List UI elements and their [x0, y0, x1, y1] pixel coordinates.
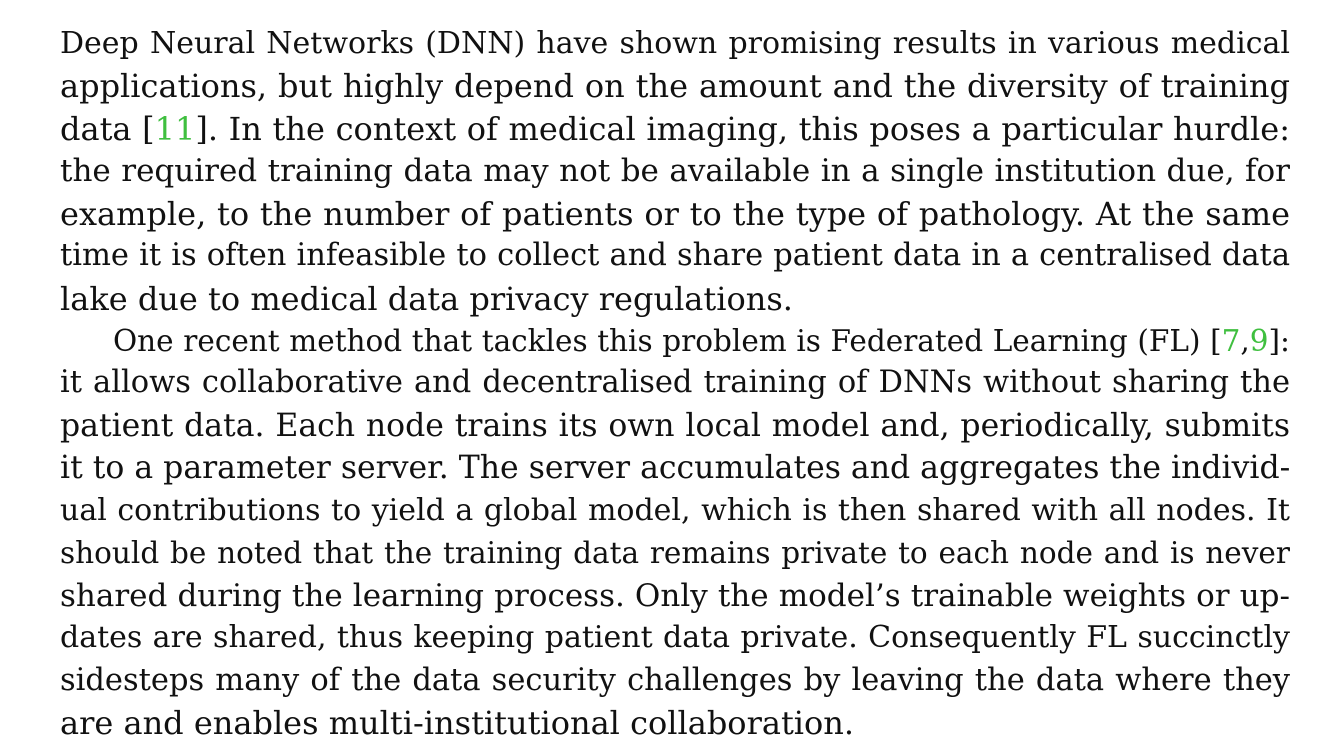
text-run: shared during the learning process. Only the model’s trainable weights or up- [60, 578, 1290, 614]
paragraph-2-line-5 [60, 490, 1290, 532]
citation-link-11[interactable]: 11 [154, 110, 196, 148]
text-run: lake due to medical data privacy regulations. [60, 280, 793, 318]
text-run: it to a parameter server. The server accumulates and aggregates the individ- [60, 450, 1291, 486]
text-run: time it is often infeasible to collect and share patient data in a centralised data [60, 238, 1290, 273]
text-run: One recent method that tackles this problem is Federated Learning (FL) [113, 324, 1211, 358]
text-run: : [1280, 324, 1290, 358]
text-run: the required training data may not be available in a single institution due, for [60, 153, 1290, 189]
paragraph-1-line-3 [60, 108, 1290, 150]
paragraph-2-line-4 [60, 447, 1290, 489]
paragraph-2-line-6 [60, 532, 1290, 574]
text-run: . In the context of medical imaging, this poses a particular hurdle: [207, 110, 1291, 148]
paragraph-2-line-9 [60, 660, 1290, 702]
paragraph-2-line-7 [60, 575, 1290, 617]
paragraph-1-line-6 [60, 235, 1290, 277]
citation-bracket: [ [1210, 324, 1222, 358]
paragraph-1-line-1 [60, 23, 1290, 65]
paragraph-2-line-10 [60, 702, 1290, 744]
citation-bracket: [ [142, 110, 155, 148]
text-run: are and enables multi-institutional collaboration. [60, 704, 855, 742]
citation-bracket: ] [195, 110, 208, 148]
paragraph-1-line-4 [60, 150, 1290, 192]
text-run: Deep Neural Networks (DNN) have shown promising results in various medical [60, 26, 1290, 61]
text-run: patient data. Each node trains its own local model and, periodically, submits [60, 408, 1290, 444]
paragraph-1-line-2 [60, 65, 1290, 107]
paragraph-2-line-1 [113, 320, 1290, 362]
text-run: dates are shared, thus keeping patient data private. Consequently FL succinctly [60, 620, 1290, 655]
text-run: ual contributions to yield a global model, which is then shared with all nodes. It [60, 493, 1290, 528]
text-run: applications, but highly depend on the amount and the diversity of training [60, 67, 1290, 105]
paragraph-2-line-2 [60, 362, 1290, 404]
citation-link-9[interactable]: 9 [1249, 324, 1269, 358]
citation-link-7[interactable]: 7 [1221, 324, 1241, 358]
text-run: should be noted that the training data remains private to each node and is never [60, 536, 1290, 570]
citation-bracket: ] [1268, 324, 1281, 358]
paragraph-2-line-8 [60, 617, 1290, 659]
paragraph-1-line-5 [60, 193, 1290, 235]
paragraph-2-line-3 [60, 405, 1290, 447]
text-run: it allows collaborative and decentralised training of DNNs without sharing the [60, 365, 1290, 400]
citation-separator: , [1240, 324, 1250, 358]
text-run: sidesteps many of the data security challenges by leaving the data where they [60, 663, 1290, 698]
text-run: data [60, 110, 143, 148]
paragraph-1-line-7 [60, 278, 1290, 320]
text-run: example, to the number of patients or to the type of pathology. At the same [60, 195, 1290, 233]
